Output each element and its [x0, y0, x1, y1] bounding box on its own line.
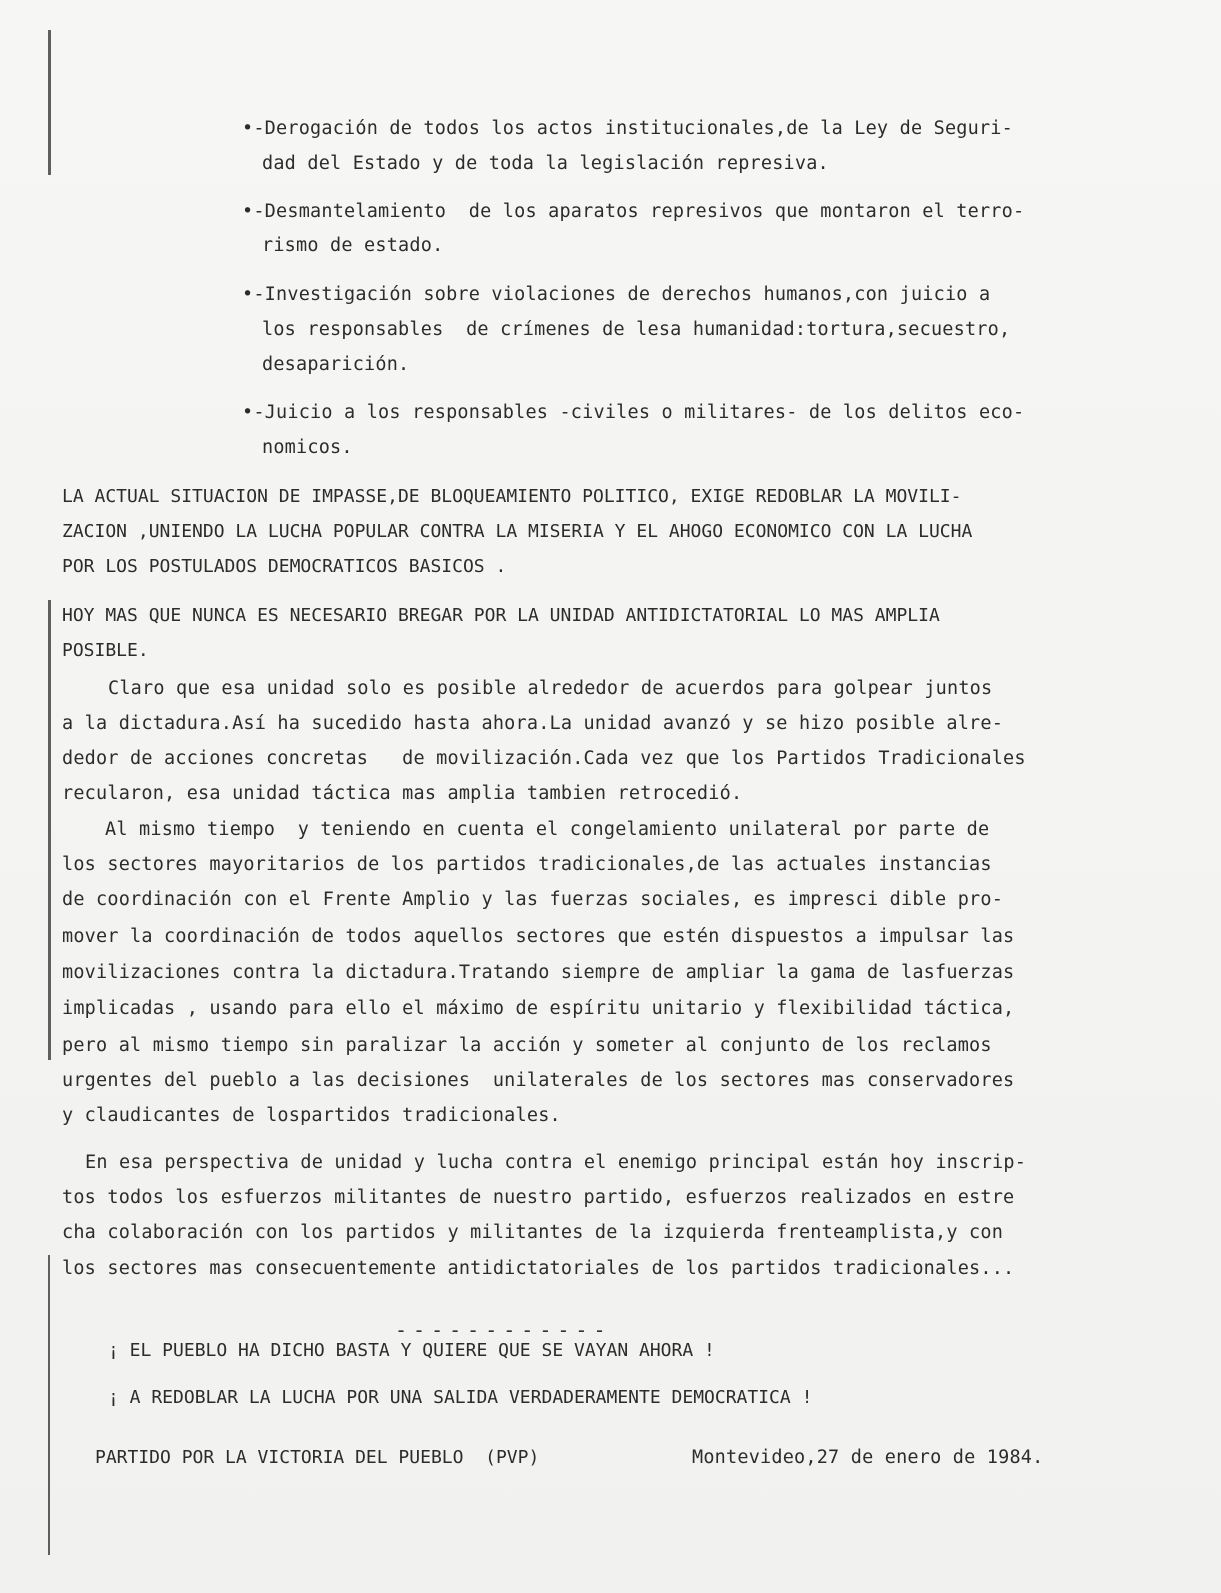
slogan-1: ¡ EL PUEBLO HA DICHO BASTA Y QUIERE QUE SE VAYAN AHORA !	[108, 1340, 715, 1361]
text-line: movilizaciones contra la dictadura.Tratando siempre de ampliar la gama de lasfuerzas	[62, 962, 1015, 983]
bullet-1-line-2: dad del Estado y de toda la legislación represiva.	[262, 153, 829, 174]
bullet-3-line-1: •-Investigación sobre violaciones de derechos humanos,con juicio a	[242, 284, 991, 305]
text-line: los sectores mayoritarios de los partidos tradicionales,de las actuales instancias	[62, 854, 992, 875]
place-date: Montevideo,27 de enero de 1984.	[692, 1447, 1044, 1468]
text-line: pero al mismo tiempo sin paralizar la acción y someter al conjunto de los reclamos	[62, 1035, 992, 1056]
text-line: Claro que esa unidad solo es posible alrededor de acuerdos para golpear juntos	[108, 678, 993, 699]
separator-dashes: ------------	[395, 1318, 612, 1342]
text-line: dedor de acciones concretas de movilización.Cada vez que los Partidos Tradicionales	[62, 748, 1026, 769]
margin-mark	[48, 30, 51, 175]
caps-line: ZACION ,UNIENDO LA LUCHA POPULAR CONTRA LA MISERIA Y EL AHOGO ECONOMICO CON LA LUCHA	[62, 521, 973, 542]
caps-line: POR LOS POSTULADOS DEMOCRATICOS BASICOS .	[62, 556, 507, 577]
text-line: los sectores mas consecuentemente antidictatoriales de los partidos tradicionales...	[62, 1258, 1015, 1279]
text-line: a la dictadura.Así ha sucedido hasta ahora.La unidad avanzó y se hizo posible alre-	[62, 713, 1004, 734]
margin-mark	[48, 1255, 50, 1555]
bullet-2-line-2: rismo de estado.	[262, 235, 444, 256]
bullet-2-line-1: •-Desmantelamiento de los aparatos represivos que montaron el terro-	[242, 201, 1025, 222]
text-line: cha colaboración con los partidos y militantes de la izquierda frenteamplista,y con	[62, 1222, 1004, 1243]
text-line: En esa perspectiva de unidad y lucha contra el enemigo principal están hoy inscrip-	[85, 1152, 1027, 1173]
text-line: Al mismo tiempo y teniendo en cuenta el congelamiento unilateral por parte de	[105, 819, 990, 840]
bullet-4-line-2: nomicos.	[262, 437, 353, 458]
bullet-1-line-1: •-Derogación de todos los actos institucionales,de la Ley de Seguri-	[242, 118, 1013, 139]
caps-line: HOY MAS QUE NUNCA ES NECESARIO BREGAR POR LA UNIDAD ANTIDICTATORIAL LO MAS AMPLIA	[62, 605, 940, 626]
caps-line: POSIBLE.	[62, 640, 149, 661]
text-line: de coordinación con el Frente Amplio y las fuerzas sociales, es impresci dible pro-	[62, 889, 1004, 910]
text-line: mover la coordinación de todos aquellos sectores que estén dispuestos a impulsar las	[62, 926, 1015, 947]
bullet-4-line-1: •-Juicio a los responsables -civiles o militares- de los delitos eco-	[242, 402, 1025, 423]
slogan-2: ¡ A REDOBLAR LA LUCHA POR UNA SALIDA VERDADERAMENTE DEMOCRATICA !	[108, 1387, 813, 1408]
text-line: y claudicantes de lospartidos tradicionales.	[62, 1105, 561, 1126]
text-line: urgentes del pueblo a las decisiones unilaterales de los sectores mas conservadores	[62, 1070, 1015, 1091]
text-line: implicadas , usando para ello el máximo de espíritu unitario y flexibilidad táctica,	[62, 998, 1015, 1019]
caps-line: LA ACTUAL SITUACION DE IMPASSE,DE BLOQUEAMIENTO POLITICO, EXIGE REDOBLAR LA MOVILI-	[62, 486, 962, 507]
text-line: recularon, esa unidad táctica mas amplia tambien retrocedió.	[62, 783, 743, 804]
margin-mark	[48, 600, 51, 1060]
bullet-3-line-3: desaparición.	[262, 354, 410, 375]
signature: PARTIDO POR LA VICTORIA DEL PUEBLO (PVP)	[95, 1447, 540, 1468]
bullet-3-line-2: los responsables de crímenes de lesa humanidad:tortura,secuestro,	[262, 319, 1011, 340]
text-line: tos todos los esfuerzos militantes de nuestro partido, esfuerzos realizados en estre	[62, 1187, 1015, 1208]
